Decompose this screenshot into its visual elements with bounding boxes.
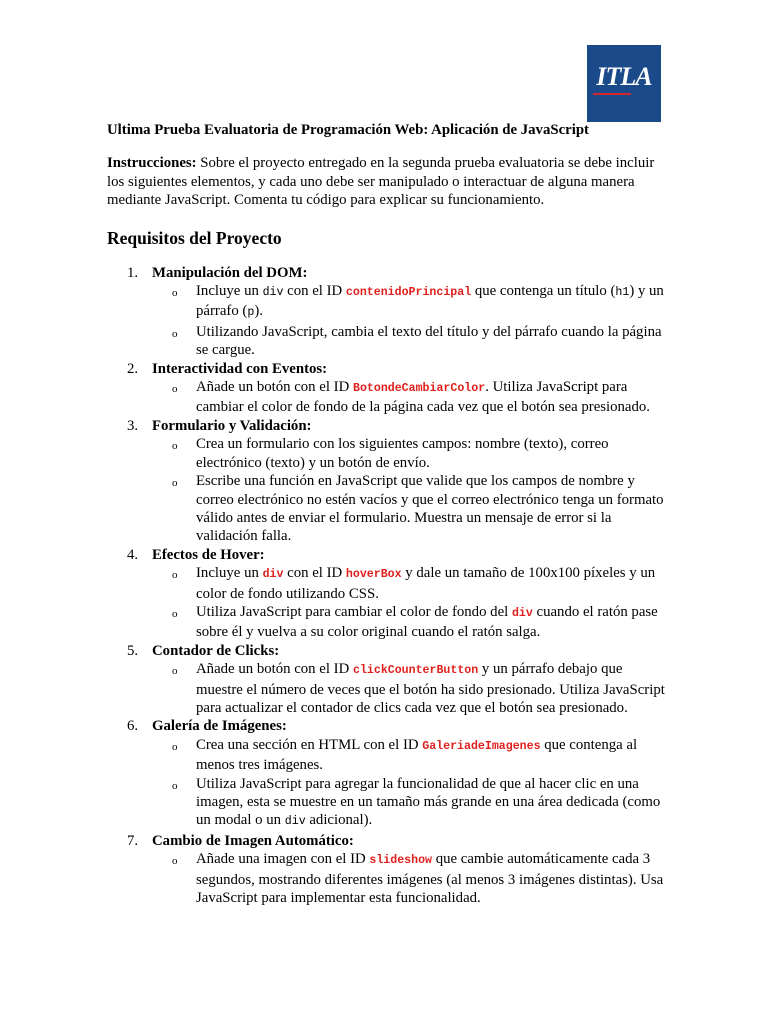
requirement-item <box>107 417 667 546</box>
requirement-subitem <box>107 850 667 907</box>
subitem-text: cuando el ratón pase sobre él y vuelva a su color original cuando el ratón salga. <box>196 603 658 641</box>
requirement-subitem <box>107 775 667 832</box>
requirement-subitems <box>152 736 667 832</box>
requirement-number: 3. <box>127 417 139 434</box>
requirement-subitem <box>107 435 667 472</box>
subitem-text: Añade un botón con el ID <box>196 379 353 396</box>
requirement-number: 7. <box>127 832 139 849</box>
requirement-subitems <box>152 282 667 360</box>
subitem-text: Utilizando JavaScript, cambia el texto del título y del párrafo cuando la página se cargue. <box>196 323 662 359</box>
logo-text: ITLA <box>596 62 652 91</box>
requirement-subitem <box>107 282 667 323</box>
highlighted-code-identifier: slideshow <box>369 854 433 868</box>
circle-bullet-icon: o <box>172 569 178 582</box>
requirement-title: Interactividad con Eventos: <box>152 360 328 377</box>
requirement-number: 4. <box>127 546 139 563</box>
requirement-title: Galería de Imágenes: <box>152 718 287 735</box>
circle-bullet-icon: o <box>172 665 178 678</box>
requirements-list <box>107 264 667 908</box>
requirement-title: Formulario y Validación: <box>152 417 312 434</box>
requirement-subitem <box>107 378 667 417</box>
highlighted-code-identifier: hoverBox <box>345 568 402 582</box>
requirement-subitem <box>107 472 667 546</box>
requirement-title: Contador de Clicks: <box>152 642 280 659</box>
requirement-subitems <box>152 660 667 717</box>
subitem-text: y un párrafo debajo que muestre el número de veces que el botón ha sido presionado. Utiliza JavaScript para actualizar el contador de clics cada vez que el botón sea presionado. <box>196 661 665 716</box>
highlighted-code-identifier: contenidoPrincipal <box>345 286 472 300</box>
requirement-item <box>107 642 667 718</box>
instructions-paragraph <box>107 154 667 209</box>
subitem-text: adicional). <box>305 812 373 829</box>
itla-logo <box>587 45 661 122</box>
circle-bullet-icon: o <box>172 855 178 868</box>
requirement-item <box>107 832 667 908</box>
requirement-number: 5. <box>127 642 139 659</box>
instructions-text: Sobre el proyecto entregado en la segunda prueba evaluatoria se debe incluir los siguientes elementos, y cada uno debe ser manipulado o interactuar de alguna manera mediante JavaScript. Comenta tu código para explicar su funcionamiento. <box>107 155 655 209</box>
subitem-text: Añade una imagen con el ID <box>196 851 370 868</box>
requirement-number: 2. <box>127 360 139 377</box>
subitem-text: . Utiliza JavaScript para cambiar el color de fondo de la página cada vez que el botón sea presionado. <box>196 379 650 416</box>
requirement-title: Manipulación del DOM: <box>152 264 308 281</box>
document-title: Ultima Prueba Evaluatoria de Programación Web: Aplicación de JavaScript <box>107 122 589 138</box>
highlighted-code-identifier: clickCounterButton <box>352 664 479 678</box>
circle-bullet-icon: o <box>172 327 178 340</box>
subitem-text: ). <box>254 303 263 320</box>
subitem-text: ) y un párrafo ( <box>196 283 664 320</box>
subitem-text: Añade un botón con el ID <box>196 661 353 678</box>
subitem-text: con el ID <box>283 283 346 300</box>
requirement-title: Cambio de Imagen Automático: <box>152 832 354 849</box>
inline-code: div <box>284 815 306 829</box>
subitem-text: con el ID <box>283 565 346 582</box>
circle-bullet-icon: o <box>172 440 178 453</box>
subitem-text: que cambie automáticamente cada 3 segundos, mostrando diferentes imágenes (al menos 3 imágenes distintas). Usa JavaScript para implementar esta funcionalidad. <box>196 851 664 907</box>
requirement-item <box>107 360 667 417</box>
requirement-subitem <box>107 660 667 717</box>
section-heading: Requisitos del Proyecto <box>107 227 282 248</box>
requirement-number: 6. <box>127 718 139 735</box>
subitem-text: Utiliza JavaScript para cambiar el color de fondo del <box>196 603 512 620</box>
highlighted-code-identifier: div <box>262 568 284 582</box>
subitem-text: que contenga al menos tres imágenes. <box>196 736 638 774</box>
subitem-text: y dale un tamaño de 100x100 píxeles y un color de fondo utilizando CSS. <box>196 565 656 602</box>
subitem-text: Escribe una función en JavaScript que valide que los campos de nombre y correo electrónico no estén vacíos y que el correo electrónico tenga un formato válido antes de enviar el formulario. Muestra un mensaje de error si la validación falla. <box>196 473 664 545</box>
subitem-text: Crea una sección en HTML con el ID <box>196 736 423 753</box>
subitem-text: Utiliza JavaScript para agregar la funcionalidad de que al hacer clic en una imagen, esta se muestre en un tamaño más grande en una área dedicada (como un modal o un <box>196 775 661 829</box>
requirement-subitem <box>107 323 667 360</box>
instructions-label: Instrucciones: <box>107 155 197 172</box>
inline-code: h1 <box>615 286 630 300</box>
circle-bullet-icon: o <box>172 779 178 792</box>
requirement-subitems <box>152 850 667 907</box>
circle-bullet-icon: o <box>172 383 178 396</box>
inline-code: p <box>247 306 255 320</box>
highlighted-code-identifier: BotondeCambiarColor <box>352 382 486 396</box>
requirement-item <box>107 717 667 831</box>
subitem-text: Incluye un <box>196 565 263 582</box>
highlighted-code-identifier: div <box>511 606 533 620</box>
subitem-text: que contenga un título ( <box>471 283 616 300</box>
requirement-item <box>107 264 667 360</box>
circle-bullet-icon: o <box>172 740 178 753</box>
requirement-subitems <box>152 378 667 417</box>
subitem-text: Incluye un <box>196 283 263 300</box>
requirement-subitem <box>107 564 667 603</box>
circle-bullet-icon: o <box>172 607 178 620</box>
inline-code: div <box>262 286 284 300</box>
requirement-item <box>107 546 667 642</box>
requirement-subitem <box>107 603 667 642</box>
requirement-number: 1. <box>127 264 139 281</box>
requirement-subitems <box>152 564 667 642</box>
requirement-subitems <box>152 435 667 545</box>
document-body <box>107 121 667 907</box>
logo-accent-bar <box>593 93 631 95</box>
circle-bullet-icon: o <box>172 287 178 300</box>
circle-bullet-icon: o <box>172 477 178 490</box>
highlighted-code-identifier: GaleriadeImagenes <box>422 739 541 753</box>
subitem-text: Crea un formulario con los siguientes campos: nombre (texto), correo electrónico (texto) y un botón de envío. <box>196 436 609 471</box>
requirement-title: Efectos de Hover: <box>152 546 265 563</box>
requirement-subitem <box>107 736 667 775</box>
